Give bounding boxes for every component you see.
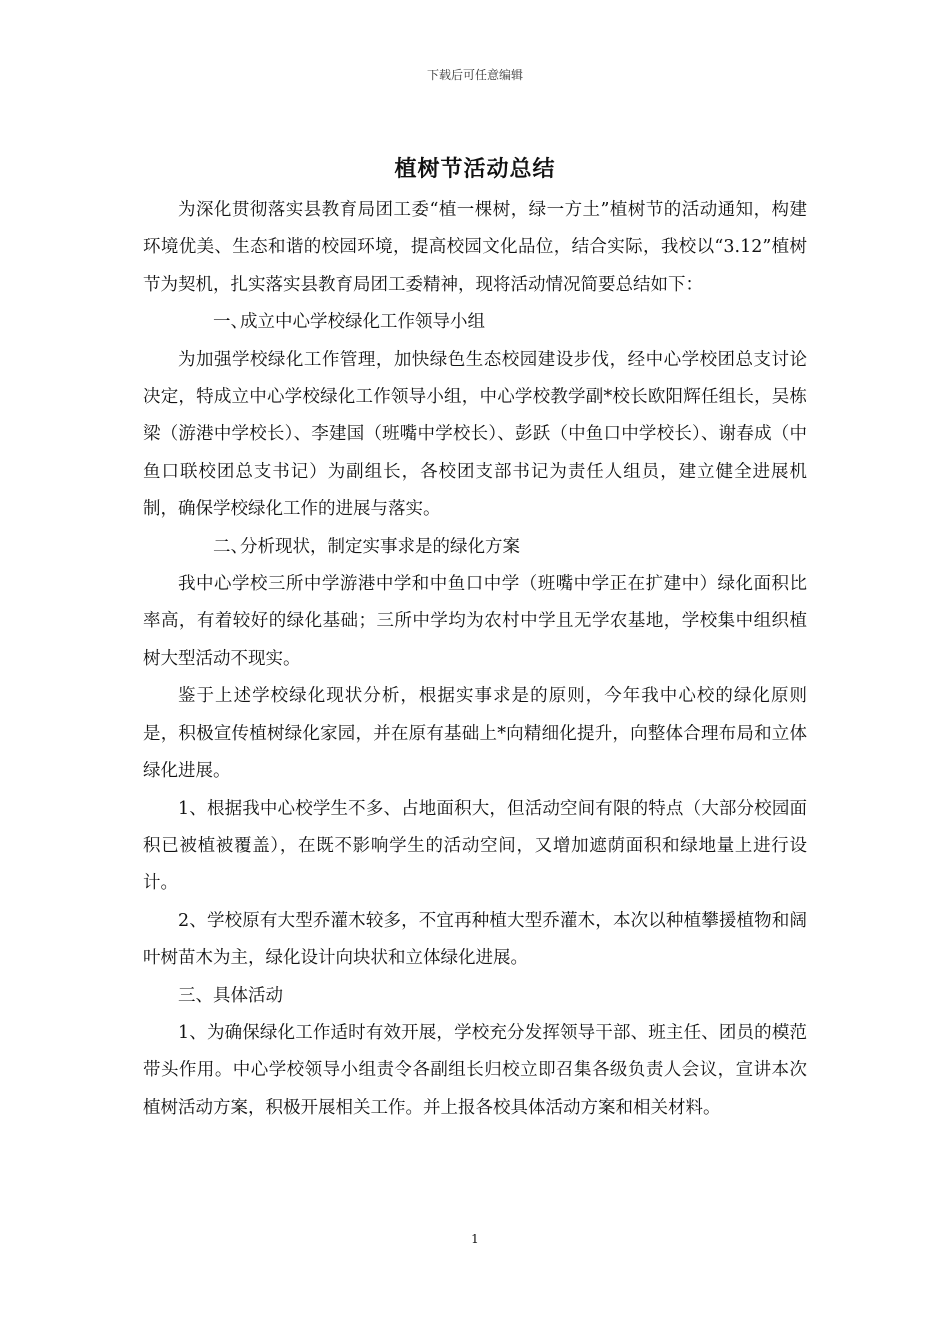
paragraph: 鉴于上述学校绿化现状分析，根据实事求是的原则，今年我中心校的绿化原则是，积极宣传植树绿化家园，并在原有基础上*向精细化提升，向整体合理布局和立体绿化进展。 <box>143 686 807 782</box>
paragraph: 1、根据我中心校学生不多、占地面积大，但活动空间有限的特点（大部分校园面积已被植被覆盖），在既不影响学生的活动空间，又增加遮荫面积和绿地量上进行设计。 <box>143 798 807 894</box>
paragraph: 2、学校原有大型乔灌木较多，不宜再种植大型乔灌木，本次以种植攀援植物和阔叶树苗木为主，绿化设计向块状和立体绿化进展。 <box>143 910 807 969</box>
paragraph: 为加强学校绿化工作管理，加快绿色生态校园建设步伐，经中心学校团总支讨论决定，特成立中心学校绿化工作领导小组，中心学校教学副*校长欧阳辉任组长，吴栋梁（游港中学校长）、李建国（班嘴中学校长）、彭跃（中鱼口中学校长）、谢春成（中鱼口联校团总支书记）为副组长，各校团支部书记为责任人组员，建立健全进展机制，确保学校绿化工作的进展与落实。 <box>143 349 807 520</box>
section-number: 一、 <box>213 312 248 333</box>
document-title: 植树节活动总结 <box>394 156 556 182</box>
section-heading-2 <box>143 529 807 566</box>
paragraph: 我中心学校三所中学游港中学和中鱼口中学（班嘴中学正在扩建中）绿化面积比率高，有着较好的绿化基础；三所中学均为农村中学且无学农基地，学校集中组织植树大型活动不现实。 <box>143 574 807 669</box>
document-body <box>143 192 807 1127</box>
section-heading-text: 成立中心学校绿化工作领导小组 <box>240 312 485 333</box>
section-number: 二、 <box>213 536 248 557</box>
section-heading-1 <box>143 304 807 341</box>
paragraph: 1、为确保绿化工作适时有效开展，学校充分发挥领导干部、班主任、团员的模范带头作用。中心学校领导小组责令各副组长归校立即召集各级负责人会议，宣讲本次植树活动方案，积极开展相关工作。并上报各校具体活动方案和相关材料。 <box>143 1022 807 1118</box>
page-header: 下载后可任意编辑 <box>426 68 523 82</box>
section-heading-text: 分析现状，制定实事求是的绿化方案 <box>240 536 520 557</box>
intro-paragraph: 为深化贯彻落实县教育局团工委“植一棵树，绿一方土”植树节的活动通知，构建环境优美、生态和谐的校园环境，提高校园文化品位，结合实际，我校以“3.12”植树节为契机，扎实落实县教育局团工委精神，现将活动情况简要总结如下： <box>143 200 807 295</box>
page-number: 1 <box>471 1232 479 1246</box>
section-heading-3: 三、具体活动 <box>178 985 283 1006</box>
